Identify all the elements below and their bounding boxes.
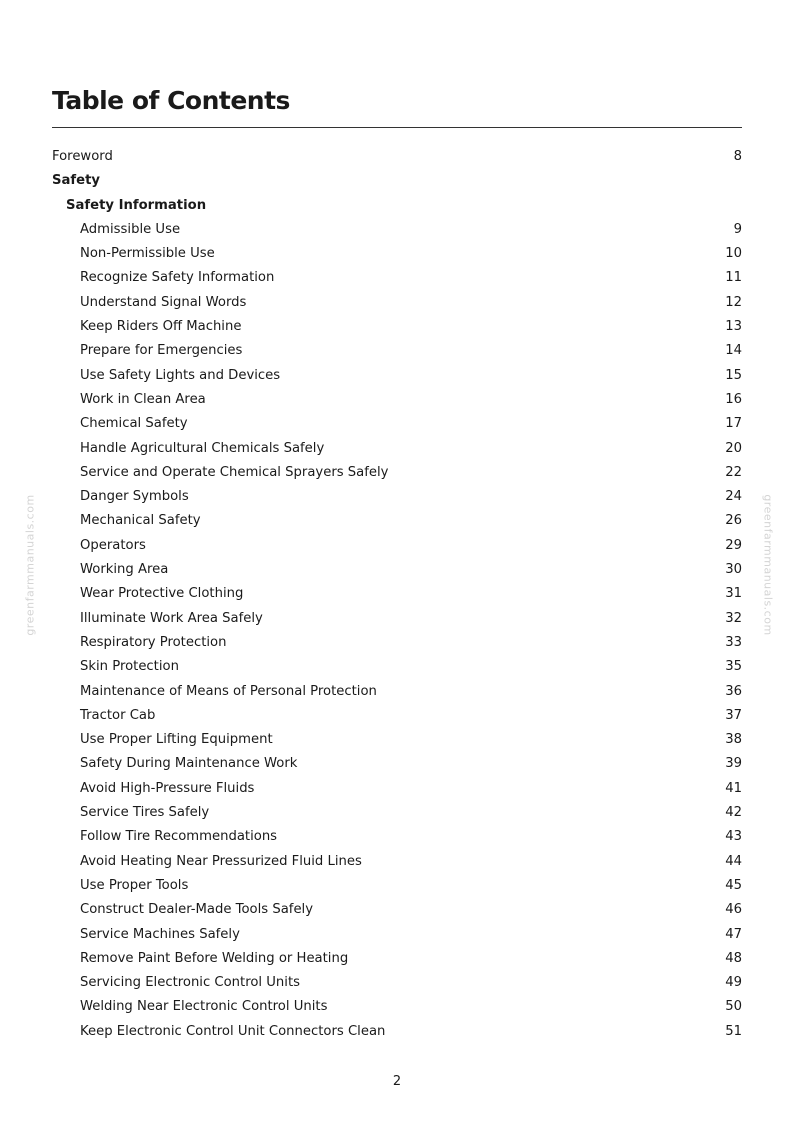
toc-entry-page: 44 bbox=[725, 853, 742, 869]
toc-entry[interactable] bbox=[52, 850, 742, 874]
toc-entry-label: Safety Information bbox=[66, 197, 207, 213]
toc-entry-page: 45 bbox=[725, 877, 742, 893]
toc-entry-page: 51 bbox=[725, 1023, 742, 1039]
toc-entry[interactable] bbox=[52, 364, 742, 388]
toc-entry-page: 24 bbox=[725, 489, 742, 505]
toc-entry-page: 49 bbox=[725, 975, 742, 991]
toc-entry[interactable] bbox=[52, 291, 742, 315]
toc-entry-label: Handle Agricultural Chemicals Safely bbox=[80, 440, 325, 456]
toc-entry[interactable] bbox=[52, 825, 742, 849]
toc-entry-page: 32 bbox=[725, 610, 742, 626]
toc-entry-page: 20 bbox=[725, 440, 742, 456]
toc-entry[interactable] bbox=[52, 923, 742, 947]
toc-entry-label: Keep Electronic Control Unit Connectors Clean bbox=[80, 1023, 386, 1039]
toc-entry-page: 8 bbox=[733, 149, 742, 164]
toc-entry-label: Chemical Safety bbox=[80, 416, 188, 432]
toc-entry-page: 12 bbox=[725, 294, 742, 310]
toc-entry[interactable] bbox=[52, 777, 742, 801]
toc-entry-label: Illuminate Work Area Safely bbox=[80, 610, 263, 626]
toc-entry-page: 15 bbox=[725, 367, 742, 383]
toc-entry-label: Avoid Heating Near Pressurized Fluid Lines bbox=[80, 853, 362, 869]
toc-entry[interactable] bbox=[52, 194, 742, 218]
toc-entry-page: 33 bbox=[725, 634, 742, 650]
toc-entry[interactable] bbox=[52, 631, 742, 655]
toc-entry-label: Operators bbox=[80, 537, 146, 553]
toc-entry-label: Servicing Electronic Control Units bbox=[80, 975, 300, 991]
toc-entry-label: Keep Riders Off Machine bbox=[80, 319, 242, 335]
toc-entry-label: Danger Symbols bbox=[80, 489, 189, 505]
toc-entry[interactable] bbox=[52, 971, 742, 995]
toc-entry-label: Remove Paint Before Welding or Heating bbox=[80, 950, 349, 966]
toc-entry-page: 31 bbox=[725, 586, 742, 602]
toc-entry-label: Welding Near Electronic Control Units bbox=[80, 999, 328, 1015]
toc-entry-label: Recognize Safety Information bbox=[80, 270, 275, 286]
toc-entry[interactable] bbox=[52, 218, 742, 242]
toc-entry-label: Wear Protective Clothing bbox=[80, 586, 244, 602]
toc-entry-page: 38 bbox=[725, 732, 742, 748]
toc-entry-label: Use Proper Lifting Equipment bbox=[80, 732, 273, 748]
toc-entry[interactable] bbox=[52, 509, 742, 533]
toc-entry-label: Safety bbox=[52, 173, 100, 189]
toc-entry[interactable] bbox=[52, 437, 742, 461]
toc-entry[interactable] bbox=[52, 534, 742, 558]
toc-list bbox=[52, 145, 742, 1044]
toc-entry[interactable] bbox=[52, 339, 742, 363]
toc-entry-label: Mechanical Safety bbox=[80, 513, 201, 529]
toc-entry[interactable] bbox=[52, 801, 742, 825]
toc-entry-label: Respiratory Protection bbox=[80, 634, 227, 650]
toc-entry[interactable] bbox=[52, 995, 742, 1019]
toc-entry[interactable] bbox=[52, 485, 742, 509]
toc-entry-page: 13 bbox=[725, 319, 742, 335]
toc-entry[interactable] bbox=[52, 461, 742, 485]
toc-entry-page: 36 bbox=[725, 683, 742, 699]
toc-entry[interactable] bbox=[52, 266, 742, 290]
watermark-left: greenfarmmanuals.com bbox=[23, 494, 37, 636]
toc-entry-label: Use Proper Tools bbox=[80, 877, 189, 893]
toc-entry-page: 47 bbox=[725, 926, 742, 942]
toc-entry-label: Avoid High-Pressure Fluids bbox=[80, 780, 255, 796]
toc-entry-page: 46 bbox=[725, 902, 742, 918]
toc-entry-label: Service Machines Safely bbox=[80, 926, 240, 942]
toc-entry[interactable] bbox=[52, 1020, 742, 1044]
toc-entry-page: 17 bbox=[725, 416, 742, 432]
toc-entry-label: Service Tires Safely bbox=[80, 805, 210, 821]
toc-entry-label: Maintenance of Means of Personal Protection bbox=[80, 683, 377, 699]
toc-entry[interactable] bbox=[52, 169, 742, 193]
toc-entry[interactable] bbox=[52, 315, 742, 339]
title-divider bbox=[52, 127, 742, 128]
toc-entry-page: 16 bbox=[725, 391, 742, 407]
toc-entry[interactable] bbox=[52, 145, 742, 169]
toc-entry-label: Tractor Cab bbox=[80, 707, 156, 723]
page-number: 2 bbox=[392, 1074, 402, 1089]
toc-entry-label: Prepare for Emergencies bbox=[80, 343, 243, 359]
toc-entry[interactable] bbox=[52, 582, 742, 606]
toc-entry-label: Admissible Use bbox=[80, 221, 181, 237]
toc-entry-label: Skin Protection bbox=[80, 659, 179, 675]
toc-entry[interactable] bbox=[52, 655, 742, 679]
toc-entry-label: Foreword bbox=[52, 149, 113, 164]
toc-entry-page: 22 bbox=[725, 464, 742, 480]
toc-entry-label: Service and Operate Chemical Sprayers Safely bbox=[80, 464, 389, 480]
toc-entry[interactable] bbox=[52, 680, 742, 704]
toc-entry-page: 42 bbox=[725, 805, 742, 821]
toc-entry[interactable] bbox=[52, 898, 742, 922]
toc-entry[interactable] bbox=[52, 412, 742, 436]
toc-entry[interactable] bbox=[52, 947, 742, 971]
toc-entry-page: 26 bbox=[725, 513, 742, 529]
toc-entry-page: 39 bbox=[725, 756, 742, 772]
toc-entry-page: 9 bbox=[733, 221, 742, 237]
toc-entry-page: 48 bbox=[725, 950, 742, 966]
toc-entry[interactable] bbox=[52, 388, 742, 412]
toc-entry-page: 35 bbox=[725, 659, 742, 675]
toc-entry-label: Use Safety Lights and Devices bbox=[80, 367, 281, 383]
toc-entry-page: 43 bbox=[725, 829, 742, 845]
toc-entry-page: 11 bbox=[725, 270, 742, 286]
toc-entry[interactable] bbox=[52, 704, 742, 728]
toc-entry-page: 29 bbox=[725, 537, 742, 553]
toc-entry-label: Understand Signal Words bbox=[80, 294, 247, 310]
toc-entry-page: 37 bbox=[725, 707, 742, 723]
toc-entry[interactable] bbox=[52, 752, 742, 776]
toc-entry-page: 14 bbox=[725, 343, 742, 359]
watermark-right: greenfarmmanuals.com bbox=[761, 494, 775, 636]
toc-entry-page: 10 bbox=[725, 246, 742, 262]
toc-entry-page: 50 bbox=[725, 999, 742, 1015]
toc-entry[interactable] bbox=[52, 728, 742, 752]
toc-entry-label: Construct Dealer-Made Tools Safely bbox=[80, 902, 314, 918]
toc-entry-page: 41 bbox=[725, 780, 742, 796]
toc-entry-label: Safety During Maintenance Work bbox=[80, 756, 298, 772]
toc-entry-label: Working Area bbox=[80, 562, 169, 578]
page-title: Table of Contents bbox=[52, 86, 290, 115]
toc-entry-page: 30 bbox=[725, 562, 742, 578]
toc-entry[interactable] bbox=[52, 874, 742, 898]
toc-entry-label: Non-Permissible Use bbox=[80, 246, 215, 262]
toc-entry[interactable] bbox=[52, 242, 742, 266]
toc-entry-label: Follow Tire Recommendations bbox=[80, 829, 278, 845]
toc-entry-label: Work in Clean Area bbox=[80, 391, 206, 407]
toc-entry[interactable] bbox=[52, 607, 742, 631]
toc-entry[interactable] bbox=[52, 558, 742, 582]
